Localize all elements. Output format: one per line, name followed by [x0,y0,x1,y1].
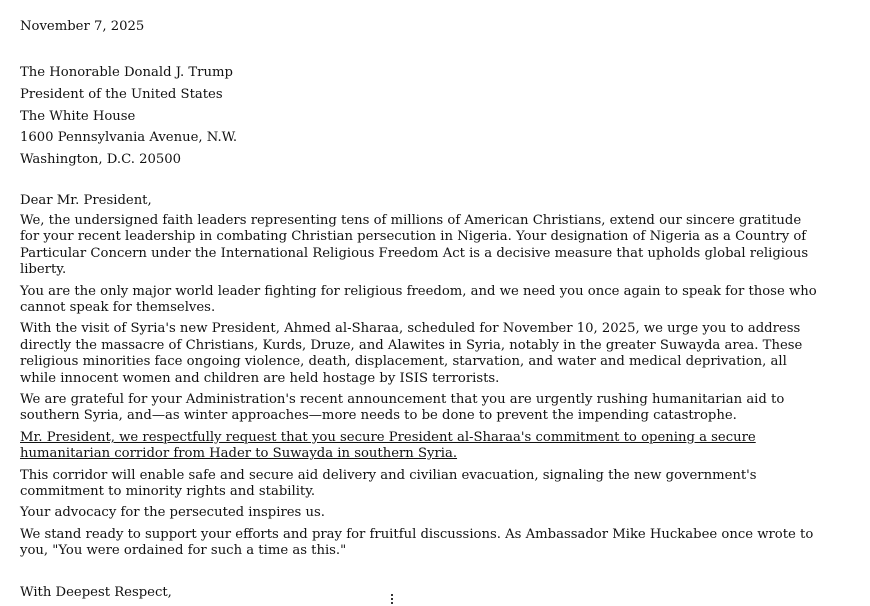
recipient-org: The White House [20,108,136,124]
recipient-title: President of the United States [20,86,223,102]
paragraph-corridor-benefits: This corridor will enable safe and secure aid delivery and civilian evacuation, signaling the new government's commitment to minority rights and stability. [20,467,757,500]
letter-page [20,18,820,602]
recipient-name: The Honorable Donald J. Trump [20,65,233,80]
paragraph-support: We stand ready to support your efforts and pray for fruitful discussions. As Ambassador Mike Huckabee once wrote to you, "You were ordained for such a time as this." [20,526,814,559]
paragraph-humanitarian-aid: We are grateful for your Administration's recent announcement that you are urgently rushing humanitarian aid to southern Syria, and—as winter approaches—more needs to be done to prevent the impending catastrophe. [20,392,785,424]
paragraph-gratitude-nigeria: We, the undersigned faith leaders representing tens of millions of American Christians, extend our sincere gratitude for your recent leadership in combating Christian persecution in Nigeria. Your designation of Nigeria as a Country of Particular Concern under the International Religious Freedom Act is a decisive measure that upholds global religious liberty. [20,212,809,278]
recipient-street: 1600 Pennsylvania Avenue, N.W. [20,130,238,146]
salutation: Dear Mr. President, [20,192,152,208]
recipient-city: Washington, D.C. 20500 [20,152,182,168]
paragraph-syria-visit: With the visit of Syria's new President, Ahmed al-Sharaa, scheduled for November 10, 2025, we urge you to address directly the massacre of Christians, Kurds, Druze, and Alawites in Syria, notably in the greater Suwayda area. These religious minorities face ongoing violence, death, displacement, starvation, and water and medical deprivation, all while innocent women and children are held hostage by ISIS terrorists. [20,321,803,386]
paragraph-advocacy: Your advocacy for the persecuted inspires us. [20,505,325,521]
recipient-address [20,62,820,171]
text-cursor-icon [391,594,395,604]
letter-date: November 7, 2025 [20,19,145,34]
closing: With Deepest Respect, [20,584,172,600]
paragraph-religious-freedom: You are the only major world leader fighting for religious freedom, and we need you once again to speak for those who cannot speak for themselves. [20,283,817,316]
paragraph-request-corridor: Mr. President, we respectfully request that you secure President al-Sharaa's commitment to opening a secure humanitarian corridor from Hader to Suwayda in southern Syria. [20,429,756,462]
